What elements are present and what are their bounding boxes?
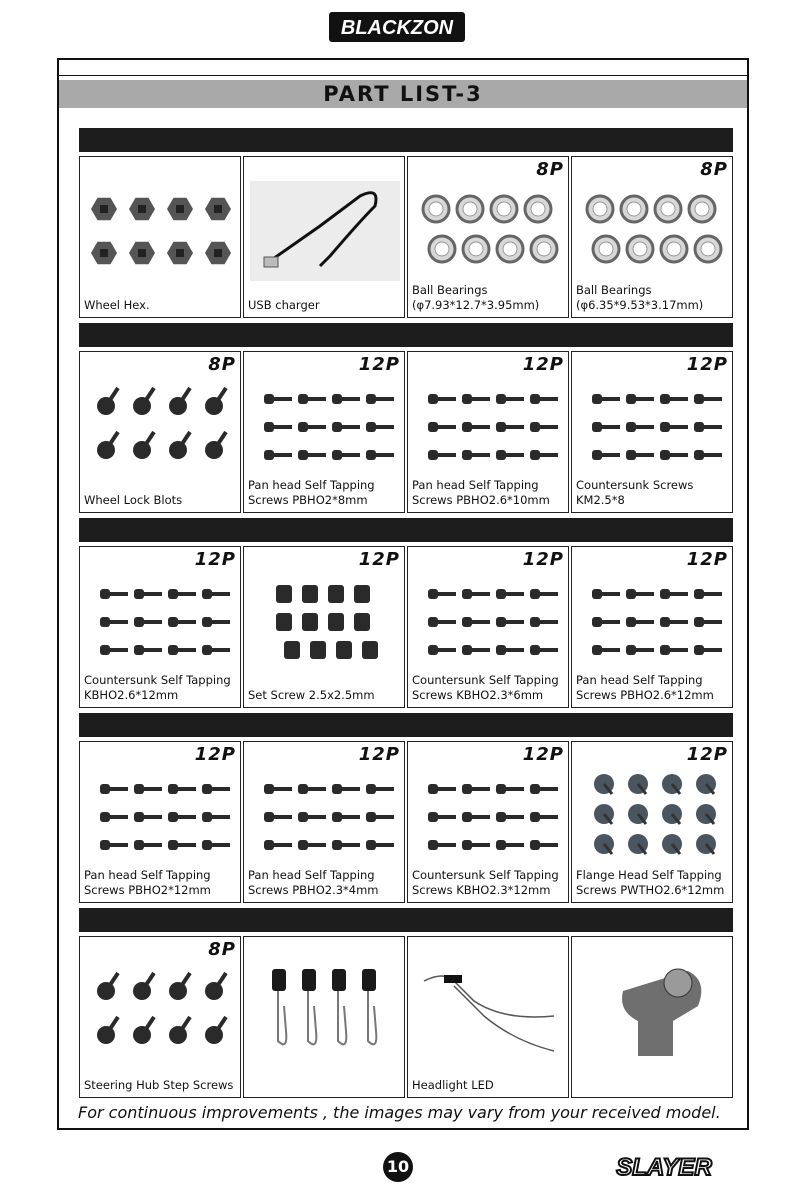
- screw-shape: [366, 450, 394, 460]
- screw-shape: [264, 812, 292, 822]
- screw-shape: [530, 645, 558, 655]
- quantity-badge: 12P: [522, 744, 564, 765]
- bolt-icon: [86, 376, 236, 476]
- set-screw-shape: [362, 641, 378, 659]
- set-screw-icon: [250, 571, 400, 671]
- screw-shape: [496, 450, 524, 460]
- part-label: Wheel Lock Blots: [84, 493, 183, 507]
- screw-shape: [694, 394, 722, 404]
- screw-shape: [134, 645, 162, 655]
- screw-shape: [100, 617, 128, 627]
- flange-screw-icon: [578, 766, 728, 866]
- screw-shape: [496, 784, 524, 794]
- screw-shape: [694, 422, 722, 432]
- parts-row: [79, 317, 733, 512]
- part-list-frame: [57, 58, 749, 1130]
- screw-shape: [168, 589, 196, 599]
- screw-shape: [134, 589, 162, 599]
- part-cell: [407, 741, 569, 903]
- part-cell: [243, 741, 405, 903]
- screw-shape: [332, 812, 360, 822]
- part-cell: [243, 936, 405, 1098]
- part-cell: [79, 741, 241, 903]
- screw-shape: [428, 645, 456, 655]
- quantity-badge: 8P: [208, 939, 236, 960]
- screw-shape: [100, 645, 128, 655]
- screw-shape: [592, 645, 620, 655]
- screw-shape: [428, 589, 456, 599]
- set-screw-shape: [276, 585, 292, 603]
- screw-icon: [250, 766, 400, 866]
- screw-shape: [626, 450, 654, 460]
- set-screw-shape: [354, 585, 370, 603]
- screw-shape: [626, 394, 654, 404]
- screw-icon: [250, 376, 400, 476]
- screw-shape: [462, 812, 490, 822]
- screw-shape: [168, 645, 196, 655]
- screw-shape: [428, 812, 456, 822]
- screw-shape: [332, 422, 360, 432]
- screw-shape: [298, 812, 326, 822]
- screw-icon: [414, 571, 564, 671]
- brand-text: SLAYER: [616, 1154, 712, 1181]
- screw-shape: [462, 645, 490, 655]
- quantity-badge: 12P: [358, 744, 400, 765]
- screw-shape: [496, 422, 524, 432]
- row-header-bar: [79, 713, 733, 737]
- screw-shape: [264, 450, 292, 460]
- part-cell: [243, 546, 405, 708]
- blackzon-logo: [328, 10, 466, 44]
- screw-shape: [660, 450, 688, 460]
- slayer-logo: [592, 1152, 736, 1182]
- screw-shape: [366, 422, 394, 432]
- screw-shape: [462, 589, 490, 599]
- screw-shape: [530, 784, 558, 794]
- quantity-badge: 8P: [208, 354, 236, 375]
- row-header-bar: [79, 518, 733, 542]
- part-label: Flange Head Self Tapping Screws PWTHO2.6*12mm: [576, 868, 725, 897]
- screw-icon: [86, 571, 236, 671]
- screw-shape: [202, 617, 230, 627]
- usb-cable-icon: [250, 181, 400, 281]
- screw-shape: [660, 394, 688, 404]
- part-cell: [407, 156, 569, 318]
- screw-shape: [366, 812, 394, 822]
- part-label: Pan head Self Tapping Screws PBHO2.6*10mm: [412, 478, 550, 507]
- screw-shape: [496, 840, 524, 850]
- set-screw-shape: [284, 641, 300, 659]
- part-cell: [243, 351, 405, 513]
- part-cell: [79, 156, 241, 318]
- part-label: USB charger: [248, 298, 320, 312]
- screw-shape: [428, 784, 456, 794]
- part-cell: [407, 936, 569, 1098]
- parts-row: [79, 902, 733, 1097]
- screw-shape: [100, 812, 128, 822]
- screw-shape: [428, 450, 456, 460]
- screw-shape: [298, 840, 326, 850]
- screw-shape: [496, 394, 524, 404]
- screw-shape: [592, 450, 620, 460]
- screw-shape: [202, 645, 230, 655]
- page-title: PART LIST-3: [323, 82, 483, 106]
- part-label: Countersunk Self Tapping Screws KBHO2.3*12mm: [412, 868, 559, 897]
- part-cell: [571, 351, 733, 513]
- screw-shape: [134, 617, 162, 627]
- screw-shape: [592, 394, 620, 404]
- screw-shape: [694, 450, 722, 460]
- quantity-badge: 12P: [358, 354, 400, 375]
- screw-shape: [366, 840, 394, 850]
- clip-tab: [332, 969, 346, 991]
- screw-shape: [660, 617, 688, 627]
- set-screw-shape: [336, 641, 352, 659]
- screw-shape: [168, 784, 196, 794]
- part-label: Pan head Self Tapping Screws PBHO2*8mm: [248, 478, 375, 507]
- screw-shape: [428, 394, 456, 404]
- screw-icon: [414, 766, 564, 866]
- screw-shape: [332, 840, 360, 850]
- screw-shape: [168, 617, 196, 627]
- parts-grid: [79, 122, 733, 1097]
- quantity-badge: 12P: [686, 354, 728, 375]
- quantity-badge: 12P: [686, 744, 728, 765]
- screw-shape: [626, 422, 654, 432]
- quantity-badge: 8P: [536, 159, 564, 180]
- bearing-icon: [414, 181, 564, 281]
- screw-shape: [592, 617, 620, 627]
- clip-tab: [362, 969, 376, 991]
- screw-shape: [694, 617, 722, 627]
- set-screw-shape: [328, 613, 344, 631]
- screw-shape: [592, 589, 620, 599]
- quantity-badge: 12P: [194, 549, 236, 570]
- footer-note: For continuous improvements , the images may vary from your received model.: [78, 1103, 721, 1122]
- screw-shape: [134, 840, 162, 850]
- screw-shape: [530, 450, 558, 460]
- quantity-badge: 12P: [194, 744, 236, 765]
- screw-shape: [332, 784, 360, 794]
- parts-row: [79, 122, 733, 317]
- screw-shape: [496, 645, 524, 655]
- quantity-badge: 8P: [700, 159, 728, 180]
- screw-shape: [496, 589, 524, 599]
- part-label: Countersunk Self Tapping KBHO2.6*12mm: [84, 673, 231, 702]
- part-cell: [243, 156, 405, 318]
- set-screw-shape: [302, 613, 318, 631]
- screw-shape: [462, 784, 490, 794]
- hex-icon: [86, 181, 236, 281]
- screw-shape: [530, 617, 558, 627]
- screw-shape: [332, 450, 360, 460]
- screw-shape: [694, 589, 722, 599]
- screw-shape: [496, 812, 524, 822]
- row-header-bar: [79, 128, 733, 152]
- row-header-bar: [79, 323, 733, 347]
- part-label: Ball Bearings (φ6.35*9.53*3.17mm): [576, 283, 704, 312]
- screw-shape: [168, 840, 196, 850]
- screw-shape: [530, 812, 558, 822]
- part-cell: [79, 936, 241, 1098]
- part-label: Steering Hub Step Screws: [84, 1078, 234, 1092]
- part-label: Pan head Self Tapping Screws PBHO2*12mm: [84, 868, 211, 897]
- screw-shape: [530, 589, 558, 599]
- screw-icon: [86, 766, 236, 866]
- parts-row: [79, 512, 733, 707]
- screw-shape: [626, 589, 654, 599]
- screw-shape: [462, 422, 490, 432]
- part-label: Pan head Self Tapping Screws PBHO2.3*4mm: [248, 868, 379, 897]
- transmitter-icon: [578, 961, 728, 1061]
- screw-shape: [100, 840, 128, 850]
- part-cell: [79, 546, 241, 708]
- clip-tab: [302, 969, 316, 991]
- screw-shape: [134, 812, 162, 822]
- screw-shape: [366, 394, 394, 404]
- screw-shape: [264, 394, 292, 404]
- screw-shape: [332, 394, 360, 404]
- clip-tab: [272, 969, 286, 991]
- part-cell: [571, 741, 733, 903]
- part-cell: [407, 546, 569, 708]
- part-cell: [571, 546, 733, 708]
- screw-shape: [366, 784, 394, 794]
- screw-shape: [100, 784, 128, 794]
- screw-shape: [202, 840, 230, 850]
- screw-icon: [414, 376, 564, 476]
- screw-icon: [578, 571, 728, 671]
- logo-text: BLACKZON: [340, 17, 454, 39]
- screw-shape: [134, 784, 162, 794]
- led-wire: [424, 976, 554, 1051]
- screw-shape: [626, 617, 654, 627]
- set-screw-shape: [328, 585, 344, 603]
- set-screw-shape: [276, 613, 292, 631]
- screw-shape: [660, 589, 688, 599]
- set-screw-shape: [354, 613, 370, 631]
- screw-shape: [694, 645, 722, 655]
- step-screw-icon: [86, 961, 236, 1061]
- led-wire-icon: [414, 961, 564, 1061]
- screw-shape: [530, 394, 558, 404]
- screw-icon: [578, 376, 728, 476]
- page-number: 10: [383, 1152, 413, 1182]
- screw-shape: [100, 589, 128, 599]
- screw-shape: [298, 422, 326, 432]
- part-cell: [407, 351, 569, 513]
- screw-shape: [168, 812, 196, 822]
- part-label: Pan head Self Tapping Screws PBHO2.6*12mm: [576, 673, 714, 702]
- frame-divider: [59, 75, 747, 76]
- part-label: Wheel Hex.: [84, 298, 150, 312]
- part-label: Ball Bearings (φ7.93*12.7*3.95mm): [412, 283, 540, 312]
- screw-shape: [202, 812, 230, 822]
- screw-shape: [462, 450, 490, 460]
- screw-shape: [428, 617, 456, 627]
- screw-shape: [202, 589, 230, 599]
- screw-shape: [462, 840, 490, 850]
- set-screw-shape: [302, 585, 318, 603]
- set-screw-shape: [310, 641, 326, 659]
- screw-shape: [428, 840, 456, 850]
- part-cell: [571, 156, 733, 318]
- screw-shape: [530, 840, 558, 850]
- part-cell: [571, 936, 733, 1098]
- title-bar: [59, 80, 747, 108]
- screw-shape: [592, 422, 620, 432]
- screw-shape: [462, 617, 490, 627]
- body-clip-icon: [250, 961, 400, 1061]
- screw-shape: [626, 645, 654, 655]
- quantity-badge: 12P: [686, 549, 728, 570]
- screw-shape: [462, 394, 490, 404]
- screw-shape: [660, 422, 688, 432]
- row-header-bar: [79, 908, 733, 932]
- quantity-badge: 12P: [522, 354, 564, 375]
- screw-shape: [202, 784, 230, 794]
- screw-shape: [298, 784, 326, 794]
- parts-row: [79, 707, 733, 902]
- part-label: Countersunk Screws KM2.5*8: [576, 478, 694, 507]
- quantity-badge: 12P: [522, 549, 564, 570]
- part-label: Countersunk Self Tapping Screws KBHO2.3*6mm: [412, 673, 559, 702]
- screw-shape: [530, 422, 558, 432]
- screw-shape: [264, 422, 292, 432]
- part-label: Set Screw 2.5x2.5mm: [248, 688, 375, 702]
- screw-shape: [496, 617, 524, 627]
- screw-shape: [428, 422, 456, 432]
- quantity-badge: 12P: [358, 549, 400, 570]
- screw-shape: [298, 394, 326, 404]
- part-label: Headlight LED: [412, 1078, 494, 1092]
- screw-shape: [660, 645, 688, 655]
- screw-shape: [298, 450, 326, 460]
- screw-shape: [264, 784, 292, 794]
- screw-shape: [264, 840, 292, 850]
- part-cell: [79, 351, 241, 513]
- bearing-icon: [578, 181, 728, 281]
